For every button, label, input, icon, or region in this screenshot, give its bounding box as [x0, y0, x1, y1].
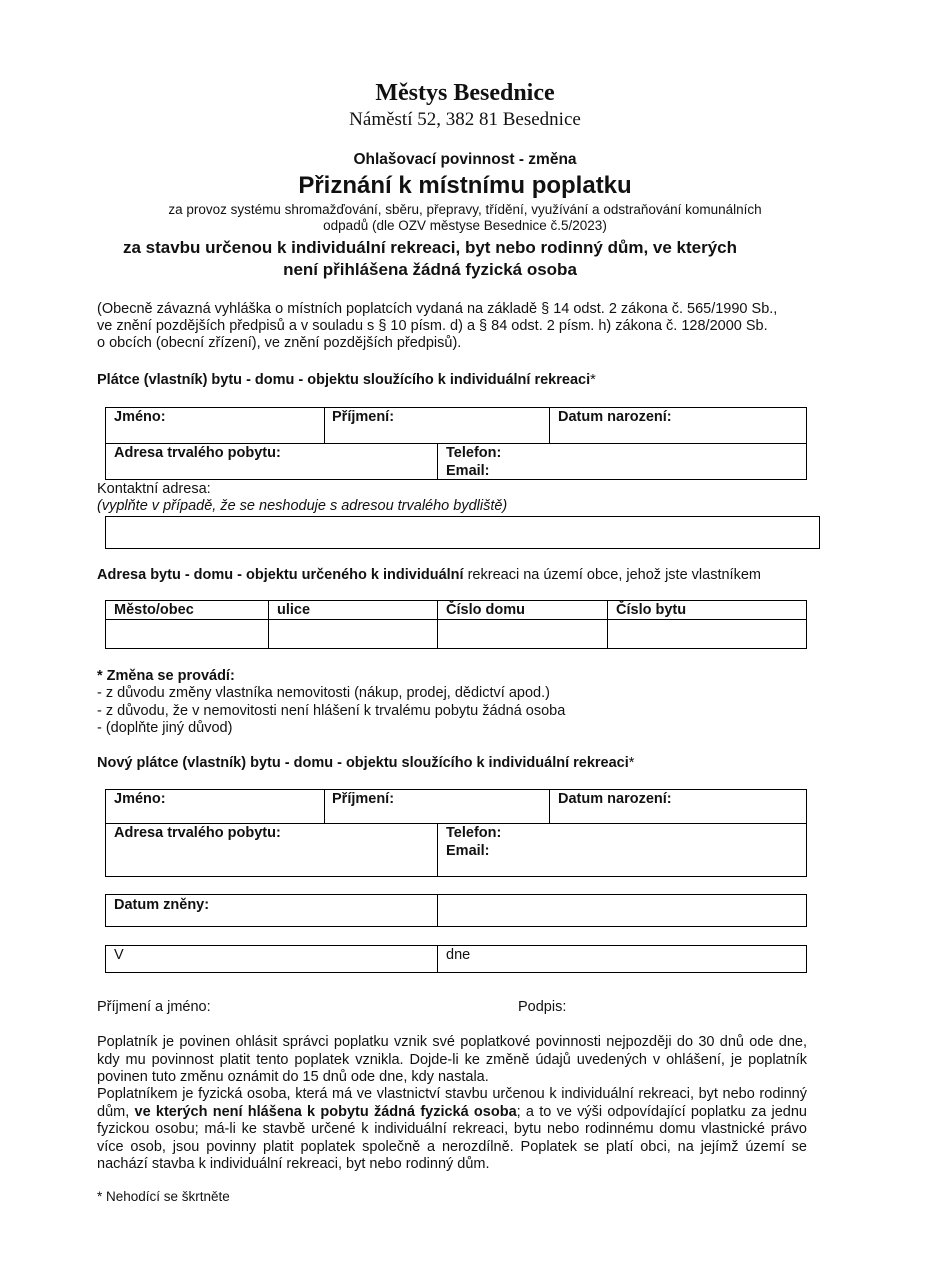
- property-house-number-input[interactable]: [438, 620, 607, 648]
- property-col-house-number: Číslo domu: [446, 602, 525, 618]
- date-field[interactable]: dne: [446, 947, 471, 963]
- property-street-input[interactable]: [269, 620, 437, 648]
- change-date-label: Datum zněny:: [114, 897, 210, 913]
- property-col-street: ulice: [277, 602, 311, 618]
- name-signature-label: Příjmení a jméno:: [97, 999, 211, 1015]
- form-description-line2: odpadů (dle OZV městyse Besednice č.5/2023): [323, 218, 607, 233]
- payer-birth-date-field[interactable]: Datum narození:: [558, 409, 672, 425]
- form-scope-line1: za stavbu určenou k individuální rekreaci, byt nebo rodinný dům, ve kterých: [122, 238, 738, 257]
- new-payer-heading: Nový plátce (vlastník) bytu - domu - objektu sloužícího k individuální rekreaci*: [97, 755, 635, 771]
- legal-basis-line3: o obcích (obecní zřízení), ve znění pozdějších předpisů).: [97, 335, 462, 351]
- notice-paragraph-2: Poplatníkem je fyzická osoba, která má ve vlastnictví stavbu určenou k individuální rekreaci, byt nebo rodinný dům, ve kterých není hlášena k pobytu žádná fyzická osoba; a to ve výši odpovídající poplatku za jednu fyzickou osobu; má-li ke stavbě určené k individuální rekreaci, bytu nebo rodinnému domu vlastnické právo více osob, jsou povinny platit poplatek společně a nerozdílně. Poplatek se platí obci, na jejímž území se nachází stavba k individuální rekreaci, byt nebo rodinný dům.: [97, 1086, 807, 1172]
- change-heading: * Změna se provádí:: [97, 668, 235, 684]
- contact-address-label: Kontaktní adresa:: [97, 481, 211, 497]
- contact-address-field[interactable]: [105, 516, 820, 549]
- property-flat-number-input[interactable]: [608, 620, 806, 648]
- property-col-city: Město/obec: [114, 602, 194, 618]
- new-payer-address-field[interactable]: Adresa trvalého pobytu:: [114, 825, 281, 841]
- property-city-input[interactable]: [106, 620, 268, 648]
- payer-phone-field[interactable]: Telefon:: [446, 445, 502, 461]
- contact-address-hint: (vyplňte v případě, že se neshoduje s adresou trvalého bydliště): [97, 498, 508, 514]
- footnote: * Nehodící se škrtněte: [97, 1189, 230, 1204]
- change-reason-item: - z důvodu změny vlastníka nemovitosti (nákup, prodej, dědictví apod.): [97, 685, 550, 701]
- legal-basis-line2: ve znění pozdějších předpisů a v souladu s § 10 písm. d) a § 84 odst. 2 písm. h) zákona č. 128/2000 Sb.: [97, 318, 768, 334]
- new-payer-last-name-field[interactable]: Příjmení:: [332, 791, 395, 807]
- new-payer-phone-field[interactable]: Telefon:: [446, 825, 502, 841]
- change-date-input[interactable]: [438, 895, 806, 926]
- new-payer-email-field[interactable]: Email:: [446, 843, 490, 859]
- form-description-line1: za provoz systému shromažďování, sběru, přepravy, třídění, využívání a odstraňování komunálních: [168, 202, 762, 217]
- notice-paragraph-1: Poplatník je povinen ohlásit správci poplatku vznik své poplatkové povinnosti nejpozději do 30 dnů ode dne, kdy mu povinnost platit tento poplatek vznikla. Dojde-li ke změně údajů uvedených v ohlášení, je poplatník povinen tuto změnu oznámit do 15 dnů ode dne, kdy nastala.: [97, 1034, 807, 1085]
- payer-first-name-field[interactable]: Jméno:: [114, 409, 166, 425]
- property-heading: Adresa bytu - domu - objektu určeného k individuální rekreaci na území obce, jehož jste vlastníkem: [97, 567, 761, 583]
- municipality-address: Náměstí 52, 382 81 Besednice: [349, 109, 581, 130]
- municipality-name: Městys Besednice: [375, 80, 555, 106]
- payer-last-name-field[interactable]: Příjmení:: [332, 409, 395, 425]
- change-reason-item: - z důvodu, že v nemovitosti není hlášení k trvalému pobytu žádná osoba: [97, 703, 566, 719]
- signature-label: Podpis:: [518, 999, 567, 1015]
- legal-basis-line1: (Obecně závazná vyhláška o místních poplatcích vydaná na základě § 14 odst. 2 zákona č. 565/1990 Sb.,: [97, 301, 778, 317]
- property-col-flat-number: Číslo bytu: [616, 602, 687, 618]
- change-reason-item: - (doplňte jiný důvod): [97, 720, 233, 736]
- new-payer-birth-date-field[interactable]: Datum narození:: [558, 791, 672, 807]
- payer-heading: Plátce (vlastník) bytu - domu - objektu sloužícího k individuální rekreaci*: [97, 372, 596, 388]
- form-title: Přiznání k místnímu poplatku: [298, 172, 632, 199]
- form-scope-line2: není přihlášena žádná fyzická osoba: [283, 260, 577, 279]
- payer-email-field[interactable]: Email:: [446, 463, 490, 479]
- place-field[interactable]: V: [114, 947, 124, 963]
- form-subtitle: Ohlašovací povinnost - změna: [353, 151, 577, 168]
- payer-address-field[interactable]: Adresa trvalého pobytu:: [114, 445, 281, 461]
- new-payer-first-name-field[interactable]: Jméno:: [114, 791, 166, 807]
